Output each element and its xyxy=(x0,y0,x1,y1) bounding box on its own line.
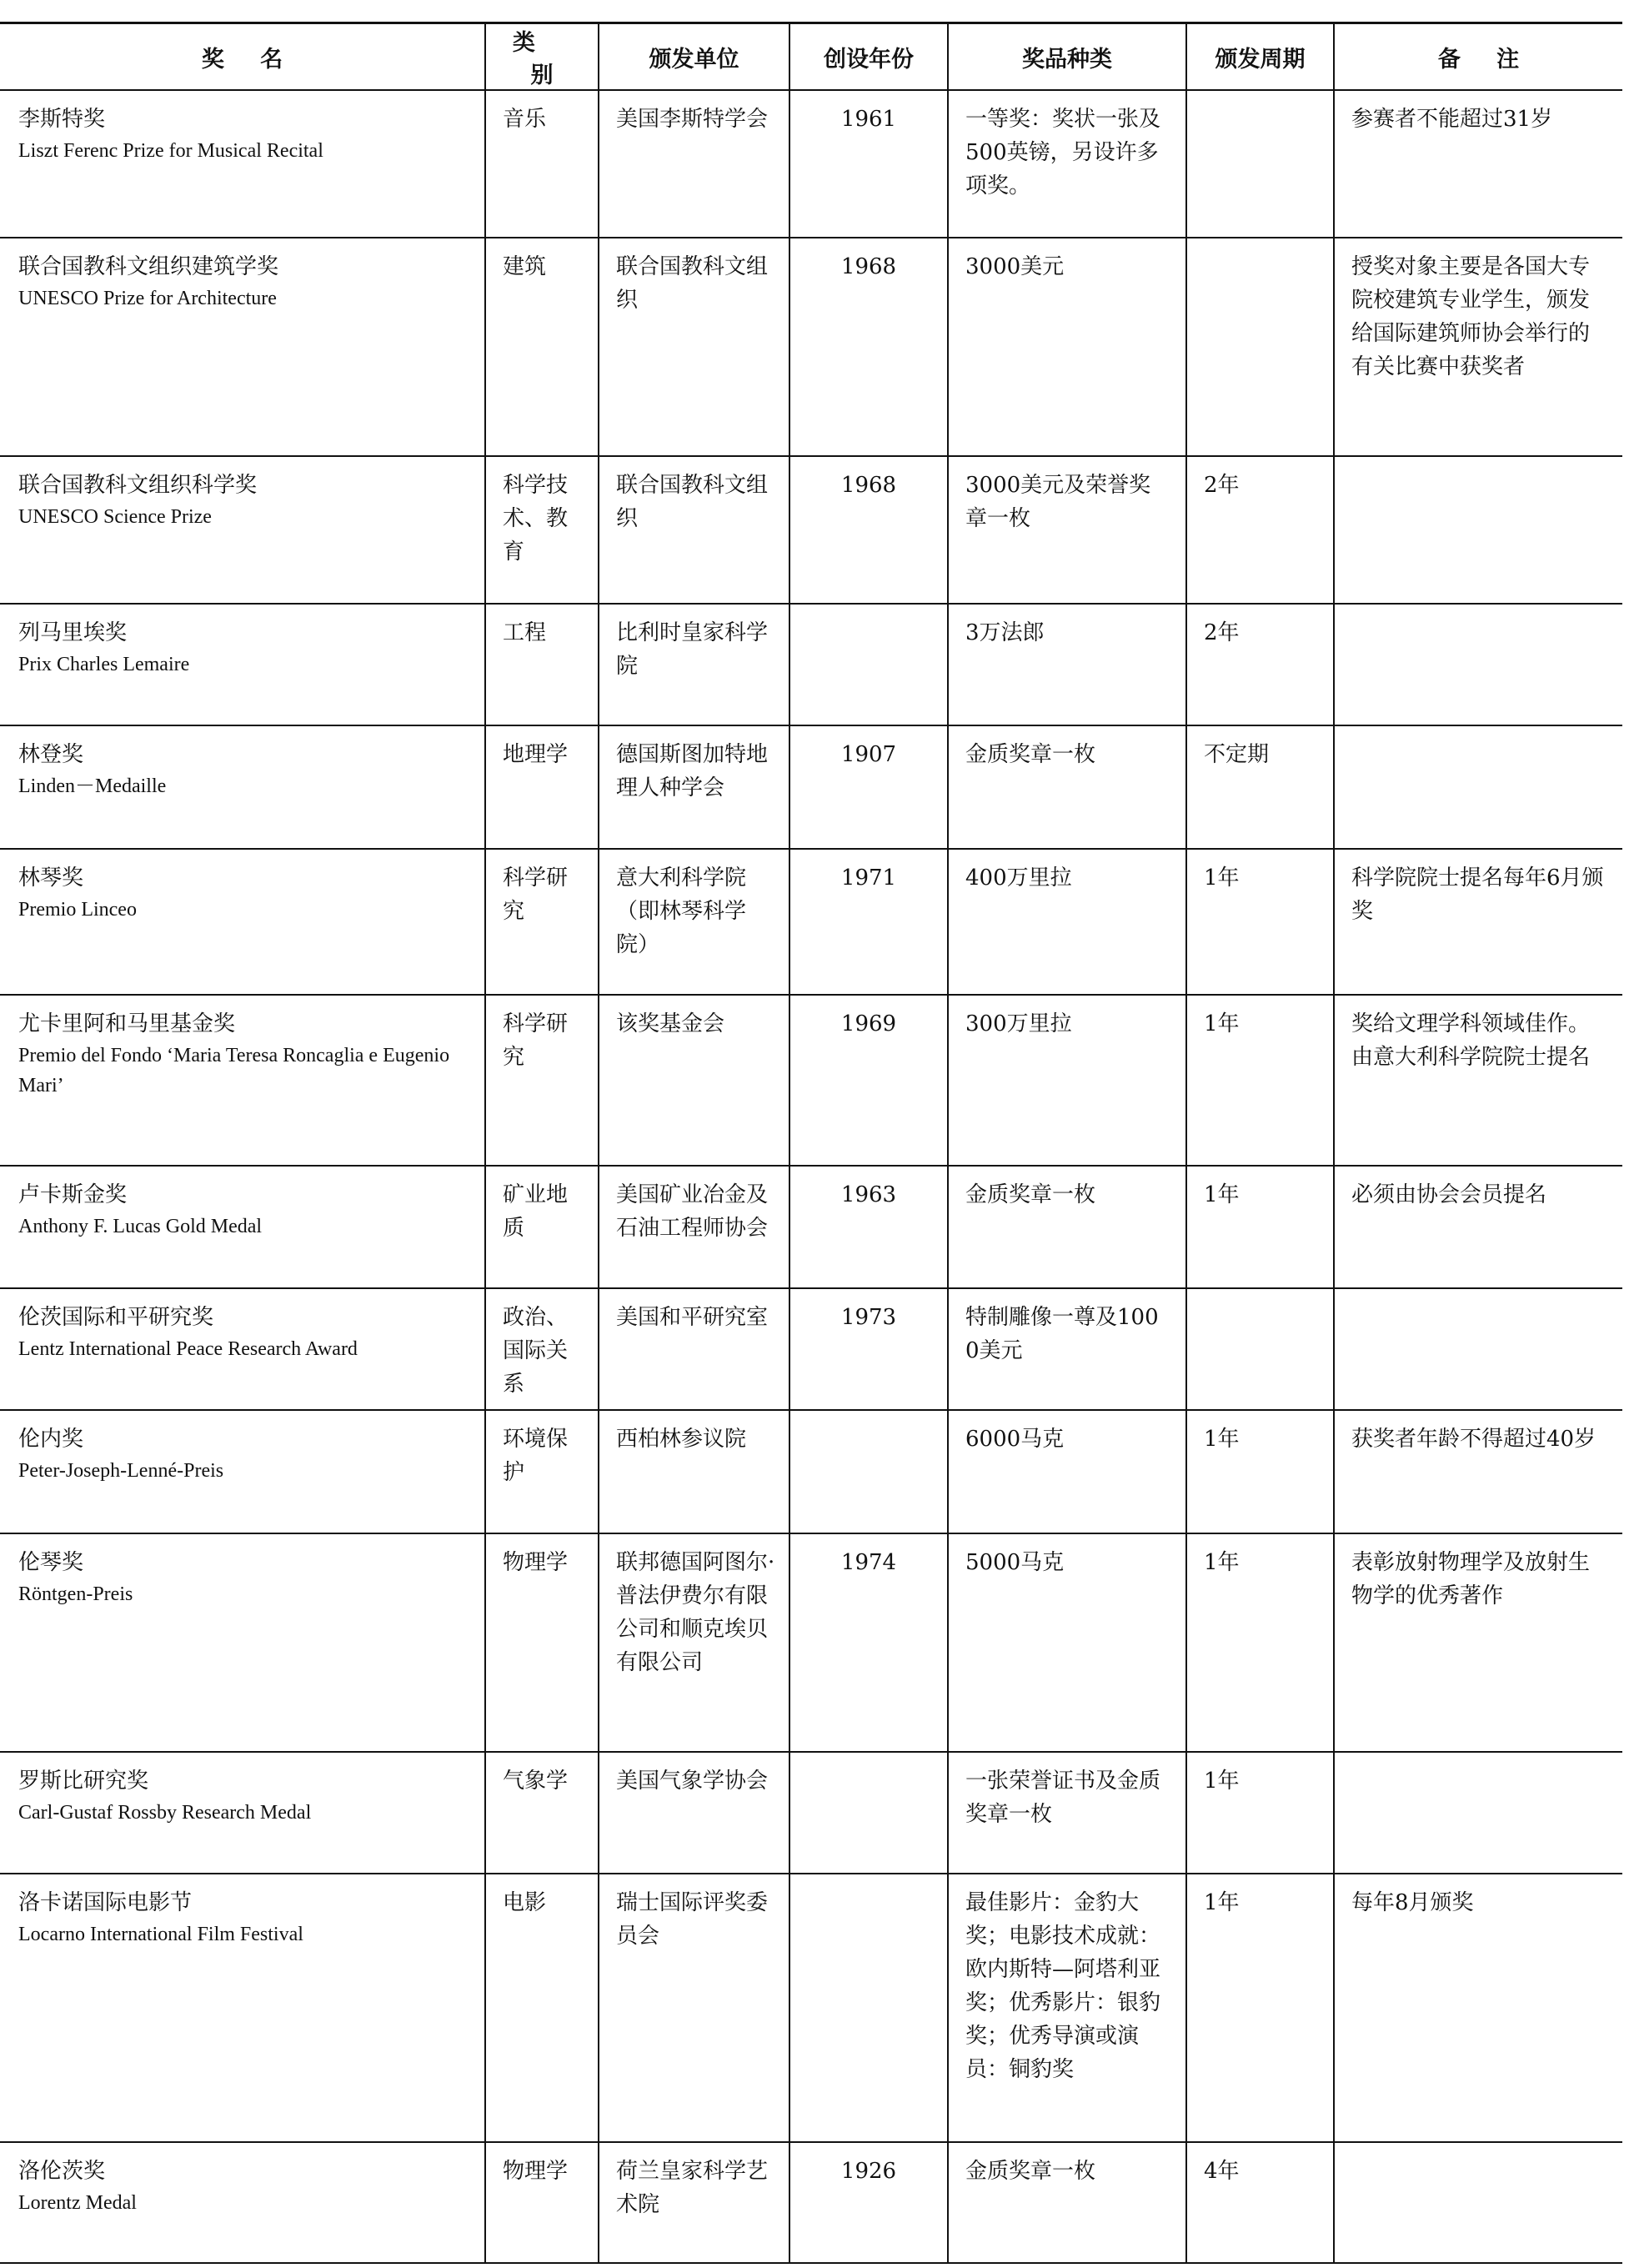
period-cell: 1年 xyxy=(1186,1166,1334,1288)
award-name-zh: 罗斯比研究奖 xyxy=(18,1769,149,1794)
table-row xyxy=(0,849,1622,995)
table-row xyxy=(0,2142,1622,2263)
prize-cell: 6000马克 xyxy=(948,1410,1186,1533)
note-cell: 每年8月颁奖 xyxy=(1334,1874,1622,2142)
header-note: 备注 xyxy=(1334,23,1622,91)
prize-cell: 金质奖章一枚 xyxy=(948,725,1186,849)
award-name-en: Liszt Ferenc Prize for Musical Recital xyxy=(18,140,323,162)
prize-cell: 最佳影片：金豹大奖；电影技术成就：欧内斯特—阿塔利亚奖；优秀影片：银豹奖；优秀导演或演员：铜豹奖 xyxy=(948,1874,1186,2142)
table-row xyxy=(0,1533,1622,1752)
category-cell: 地理学 xyxy=(485,725,599,849)
year-cell: 1961 xyxy=(789,90,948,238)
prize-cell: 一张荣誉证书及金质奖章一枚 xyxy=(948,1752,1186,1874)
year-cell xyxy=(789,1752,948,1874)
prize-cell: 300万里拉 xyxy=(948,995,1186,1166)
year-cell: 1971 xyxy=(789,849,948,995)
category-cell: 物理学 xyxy=(485,1533,599,1752)
org-cell: 意大利科学院（即林琴科学院） xyxy=(599,849,789,995)
note-cell xyxy=(1334,604,1622,725)
note-cell xyxy=(1334,2142,1622,2263)
year-cell xyxy=(789,1874,948,2142)
year-cell: 1973 xyxy=(789,1288,948,1410)
award-name-cell xyxy=(0,1874,485,2142)
note-cell: 科学院院士提名每年6月颁奖 xyxy=(1334,849,1622,995)
award-name-cell xyxy=(0,238,485,456)
note-cell: 奖给文理学科领域佳作。由意大利科学院院士提名 xyxy=(1334,995,1622,1166)
award-name-zh: 林琴奖 xyxy=(18,866,84,891)
org-cell: 西柏林参议院 xyxy=(599,1410,789,1533)
awards-table-container xyxy=(0,22,1622,2264)
table-row xyxy=(0,995,1622,1166)
period-cell: 1年 xyxy=(1186,1874,1334,2142)
category-cell: 物理学 xyxy=(485,2142,599,2263)
note-cell xyxy=(1334,725,1622,849)
org-cell: 联邦德国阿图尔·普法伊费尔有限公司和顺克埃贝有限公司 xyxy=(599,1533,789,1752)
header-year: 创设年份 xyxy=(789,23,948,91)
prize-cell: 金质奖章一枚 xyxy=(948,2142,1186,2263)
award-name-en: Lentz International Peace Research Award xyxy=(18,1338,358,1360)
year-cell: 1926 xyxy=(789,2142,948,2263)
year-cell xyxy=(789,1410,948,1533)
org-cell: 该奖基金会 xyxy=(599,995,789,1166)
note-cell: 表彰放射物理学及放射生物学的优秀著作 xyxy=(1334,1533,1622,1752)
period-cell: 1年 xyxy=(1186,1533,1334,1752)
year-cell: 1974 xyxy=(789,1533,948,1752)
org-cell: 美国和平研究室 xyxy=(599,1288,789,1410)
prize-cell: 一等奖：奖状一张及500英镑，另设许多项奖。 xyxy=(948,90,1186,238)
award-name-zh: 伦茨国际和平研究奖 xyxy=(18,1305,214,1330)
org-cell: 瑞士国际评奖委员会 xyxy=(599,1874,789,2142)
header-period: 颁发周期 xyxy=(1186,23,1334,91)
award-name-cell xyxy=(0,995,485,1166)
award-name-en: Anthony F. Lucas Gold Medal xyxy=(18,1216,263,1237)
award-name-cell xyxy=(0,456,485,604)
award-name-en: Premio del Fondo ‘Maria Teresa Roncaglia e Eugenio Mari’ xyxy=(18,1045,450,1096)
note-cell xyxy=(1334,456,1622,604)
period-cell xyxy=(1186,238,1334,456)
award-name-cell xyxy=(0,2142,485,2263)
year-cell: 1969 xyxy=(789,995,948,1166)
note-cell: 参赛者不能超过31岁 xyxy=(1334,90,1622,238)
table-row xyxy=(0,1166,1622,1288)
prize-cell: 3000美元及荣誉奖章一枚 xyxy=(948,456,1186,604)
org-cell: 德国斯图加特地理人种学会 xyxy=(599,725,789,849)
category-cell: 电影 xyxy=(485,1874,599,2142)
header-name: 奖名 xyxy=(0,23,485,91)
award-name-en: Lorentz Medal xyxy=(18,2192,137,2214)
category-cell: 建筑 xyxy=(485,238,599,456)
period-cell: 1年 xyxy=(1186,995,1334,1166)
category-cell: 矿业地质 xyxy=(485,1166,599,1288)
table-row xyxy=(0,238,1622,456)
category-cell: 政治、国际关系 xyxy=(485,1288,599,1410)
period-cell: 1年 xyxy=(1186,1752,1334,1874)
prize-cell: 金质奖章一枚 xyxy=(948,1166,1186,1288)
org-cell: 美国气象学协会 xyxy=(599,1752,789,1874)
award-name-en: Röntgen-Preis xyxy=(18,1583,133,1605)
note-cell: 获奖者年龄不得超过40岁 xyxy=(1334,1410,1622,1533)
org-cell: 联合国教科文组织 xyxy=(599,238,789,456)
table-row xyxy=(0,1288,1622,1410)
award-name-cell xyxy=(0,725,485,849)
note-cell xyxy=(1334,1752,1622,1874)
award-name-en: Carl-Gustaf Rossby Research Medal xyxy=(18,1802,312,1824)
period-cell xyxy=(1186,90,1334,238)
note-cell xyxy=(1334,1288,1622,1410)
year-cell: 1968 xyxy=(789,456,948,604)
note-cell: 授奖对象主要是各国大专院校建筑专业学生，颁发给国际建筑师协会举行的有关比赛中获奖者 xyxy=(1334,238,1622,456)
award-name-en: Premio Linceo xyxy=(18,899,137,921)
award-name-zh: 洛伦茨奖 xyxy=(18,2159,106,2184)
table-row xyxy=(0,1752,1622,1874)
award-name-cell xyxy=(0,1533,485,1752)
award-name-cell xyxy=(0,849,485,995)
category-cell: 气象学 xyxy=(485,1752,599,1874)
period-cell: 1年 xyxy=(1186,849,1334,995)
table-row xyxy=(0,1874,1622,2142)
period-cell: 不定期 xyxy=(1186,725,1334,849)
category-cell: 环境保护 xyxy=(485,1410,599,1533)
award-name-zh: 列马里埃奖 xyxy=(18,620,128,645)
org-cell: 荷兰皇家科学艺术院 xyxy=(599,2142,789,2263)
prize-cell: 3000美元 xyxy=(948,238,1186,456)
award-name-cell xyxy=(0,1288,485,1410)
award-name-cell xyxy=(0,604,485,725)
note-cell: 必须由协会会员提名 xyxy=(1334,1166,1622,1288)
award-name-zh: 伦琴奖 xyxy=(18,1550,84,1575)
period-cell: 2年 xyxy=(1186,456,1334,604)
award-name-zh: 伦内奖 xyxy=(18,1427,84,1452)
period-cell: 4年 xyxy=(1186,2142,1334,2263)
award-name-zh: 洛卡诺国际电影节 xyxy=(18,1890,193,1915)
table-row xyxy=(0,1410,1622,1533)
category-cell: 科学研究 xyxy=(485,849,599,995)
category-cell: 科学研究 xyxy=(485,995,599,1166)
award-name-en: UNESCO Science Prize xyxy=(18,506,212,528)
award-name-en: Peter-Joseph-Lenné-Preis xyxy=(18,1460,224,1482)
prize-cell: 400万里拉 xyxy=(948,849,1186,995)
award-name-en: Linden－Medaille xyxy=(18,775,167,797)
category-cell: 工程 xyxy=(485,604,599,725)
category-cell: 音乐 xyxy=(485,90,599,238)
awards-table xyxy=(0,22,1622,2264)
header-prize: 奖品种类 xyxy=(948,23,1186,91)
award-name-zh: 联合国教科文组织科学奖 xyxy=(18,473,258,498)
org-cell: 联合国教科文组织 xyxy=(599,456,789,604)
org-cell: 比利时皇家科学院 xyxy=(599,604,789,725)
prize-cell: 5000马克 xyxy=(948,1533,1186,1752)
period-cell: 1年 xyxy=(1186,1410,1334,1533)
prize-cell: 特制雕像一尊及1000美元 xyxy=(948,1288,1186,1410)
table-row xyxy=(0,725,1622,849)
header-row xyxy=(0,23,1622,91)
award-name-cell xyxy=(0,1752,485,1874)
award-name-zh: 李斯特奖 xyxy=(18,107,106,132)
award-name-zh: 联合国教科文组织建筑学奖 xyxy=(18,254,279,279)
table-row xyxy=(0,90,1622,238)
table-row xyxy=(0,456,1622,604)
period-cell xyxy=(1186,1288,1334,1410)
award-name-zh: 卢卡斯金奖 xyxy=(18,1182,128,1207)
award-name-cell xyxy=(0,1410,485,1533)
header-category: 类别 xyxy=(485,23,599,91)
award-name-zh: 林登奖 xyxy=(18,742,84,767)
period-cell: 2年 xyxy=(1186,604,1334,725)
year-cell: 1963 xyxy=(789,1166,948,1288)
award-name-en: UNESCO Prize for Architecture xyxy=(18,288,277,309)
award-name-zh: 尤卡里阿和马里基金奖 xyxy=(18,1011,236,1036)
prize-cell: 3万法郎 xyxy=(948,604,1186,725)
category-cell: 科学技术、教育 xyxy=(485,456,599,604)
award-name-en: Prix Charles Lemaire xyxy=(18,654,190,675)
table-row xyxy=(0,604,1622,725)
award-name-en: Locarno International Film Festival xyxy=(18,1924,303,1945)
header-org: 颁发单位 xyxy=(599,23,789,91)
year-cell: 1968 xyxy=(789,238,948,456)
org-cell: 美国李斯特学会 xyxy=(599,90,789,238)
org-cell: 美国矿业冶金及石油工程师协会 xyxy=(599,1166,789,1288)
award-name-cell xyxy=(0,90,485,238)
year-cell xyxy=(789,604,948,725)
award-name-cell xyxy=(0,1166,485,1288)
year-cell: 1907 xyxy=(789,725,948,849)
